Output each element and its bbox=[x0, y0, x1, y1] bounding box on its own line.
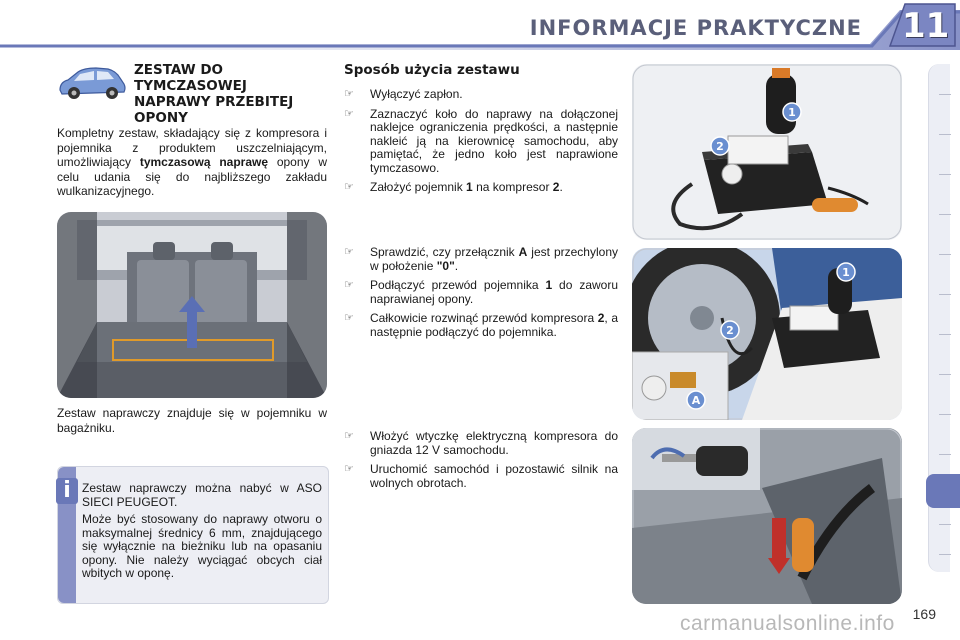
intro-paragraph: Kompletny zestaw, składający się z kompresora i pojemnika z produktem uszczelniającym, umożliwiający tymczasową naprawę opony w celu udania się do najbliższego zakładu wulkanizacyjnego. bbox=[57, 126, 328, 198]
wheel-connection-illustration bbox=[632, 248, 902, 420]
pointing-hand-icon: ☞ bbox=[344, 279, 354, 291]
info-icon: i bbox=[56, 478, 78, 504]
pointing-hand-icon: ☞ bbox=[344, 88, 354, 100]
callout-2: 2 bbox=[716, 140, 724, 153]
car-icon bbox=[56, 64, 128, 102]
steps-group-2 bbox=[344, 246, 618, 345]
step-item: ☞ Uruchomić samochód i pozostawić silnik na wolnych obrotach. bbox=[344, 462, 618, 490]
step-item: ☞ Wyłączyć zapłon. bbox=[344, 87, 463, 101]
pointing-hand-icon: ☞ bbox=[344, 463, 354, 475]
steps-group-3 bbox=[344, 430, 618, 496]
section-title: ZESTAW DO TYMCZASOWEJ NAPRAWY PRZEBITEJ OPONY bbox=[134, 62, 294, 126]
callout-a: A bbox=[691, 394, 701, 407]
trunk-caption: Zestaw naprawczy znajduje się w pojemniku w bagażniku. bbox=[57, 406, 327, 435]
chapter-number: 11 bbox=[902, 6, 950, 46]
pointing-hand-icon: ☞ bbox=[344, 430, 354, 442]
pointing-hand-icon: ☞ bbox=[344, 181, 354, 193]
page-number: 169 bbox=[912, 606, 936, 622]
info-text: Zestaw naprawczy można nabyć w ASO SIECI PEUGEOT. Może być stosowany do naprawy otworu o maksymalnej średnicy 6 mm, znajdującego się wyłącznie na bieżniku lub na opasaniu opony. Nie należy wyciągać obcych ciał wbitych w oponę. bbox=[82, 481, 322, 580]
svg-text:2: 2 bbox=[726, 324, 734, 337]
svg-text:1: 1 bbox=[842, 266, 850, 279]
step-item: ☞ Założyć pojemnik 1 na kompresor 2. bbox=[344, 180, 563, 194]
step-item: ☞ Sprawdzić, czy przełącznik A jest przechylony w położenie "0". bbox=[344, 245, 618, 273]
callout-1: 1 bbox=[788, 106, 796, 119]
power-socket-illustration bbox=[632, 428, 902, 604]
pointing-hand-icon: ☞ bbox=[344, 107, 354, 120]
pointing-hand-icon: ☞ bbox=[344, 246, 354, 258]
compressor-kit-illustration bbox=[632, 64, 902, 240]
trunk-illustration bbox=[57, 212, 327, 398]
step-item: ☞ Podłączyć przewód pojemnika 1 do zaworu naprawianej opony. bbox=[344, 278, 618, 306]
watermark: carmanualsonline.info bbox=[680, 612, 895, 635]
usage-title: Sposób użycia zestawu bbox=[344, 62, 520, 78]
step-item: ☞ Całkowicie rozwinąć przewód kompresora 2, a następnie podłączyć do pojemnika. bbox=[344, 311, 618, 339]
pointing-hand-icon: ☞ bbox=[344, 312, 354, 324]
chapter-title: INFORMACJE PRAKTYCZNE bbox=[529, 16, 862, 40]
active-chapter-tab bbox=[926, 474, 960, 508]
step-item: ☞ Włożyć wtyczkę elektryczną kompresora do gniazda 12 V samochodu. bbox=[344, 429, 618, 457]
steps-group-1 bbox=[344, 88, 618, 201]
step-item: ☞ Zaznaczyć koło do naprawy na dołączonej naklejce ograniczenia prędkości, a następnie nakleić ją na kierownicę samochodu, aby pamiętać, że jedno koło jest naprawione tymczasowo. bbox=[344, 106, 618, 175]
